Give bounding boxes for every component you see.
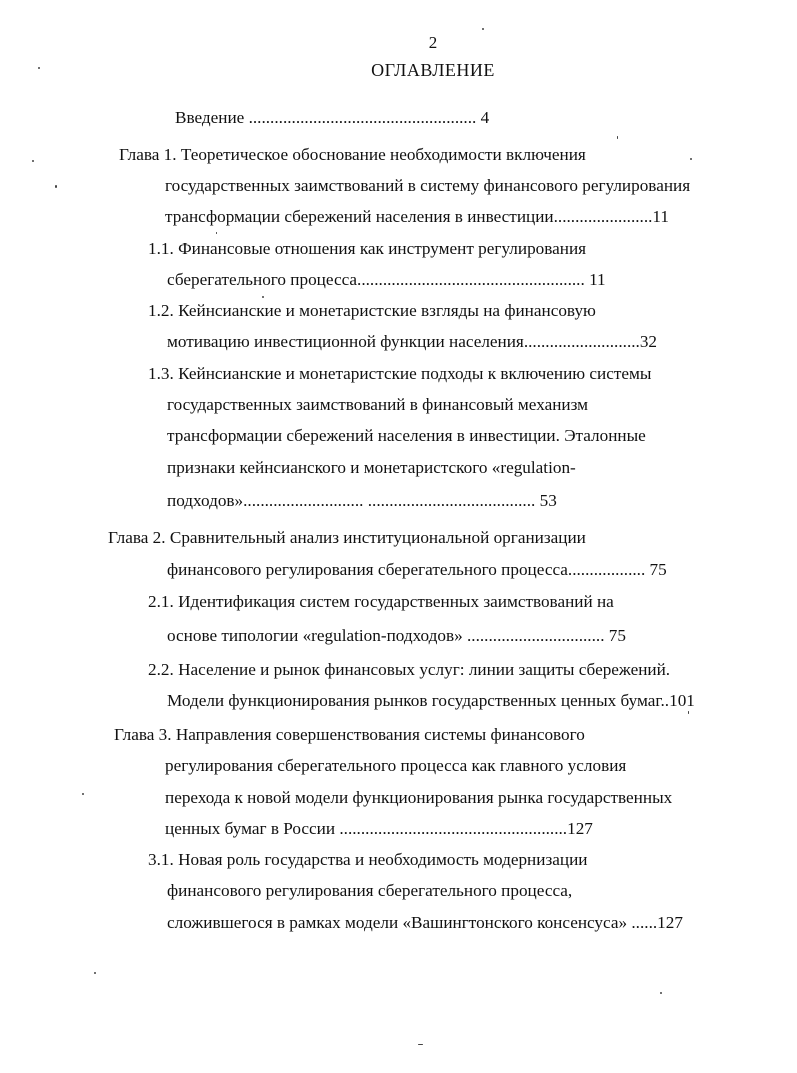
toc-line: перехода к новой модели функционирования рынка государственных: [165, 788, 673, 807]
toc-line: регулирования сберегательного процесса как главного условия: [165, 756, 627, 775]
toc-line: Введение ..................................................... 4: [175, 108, 490, 127]
toc-line: 3.1. Новая роль государства и необходимость модернизации: [148, 850, 588, 869]
scan-speck: [55, 185, 57, 188]
toc-line: Глава 1. Теоретическое обоснование необходимости включения: [119, 145, 586, 164]
scan-speck: [617, 136, 618, 139]
scan-speck: [94, 972, 96, 974]
scan-speck: [690, 158, 692, 160]
toc-line: Глава 2. Сравнительный анализ институциональной организации: [108, 528, 586, 547]
toc-line: 1.3. Кейнсианские и монетаристские подходы к включению системы: [148, 364, 652, 383]
toc-line: признаки кейнсианского и монетаристского «regulation-: [167, 458, 576, 477]
scan-speck: [482, 28, 484, 30]
toc-line: 1.1. Финансовые отношения как инструмент регулирования: [148, 239, 587, 258]
page-title: ОГЛАВЛЕНИЕ: [371, 60, 495, 80]
toc-line: финансового регулирования сберегательного процесса.................. 75: [167, 560, 667, 579]
scan-speck: [418, 1044, 423, 1045]
scan-speck: [38, 67, 40, 69]
toc-line: 2.2. Население и рынок финансовых услуг: линии защиты сбережений.: [148, 660, 671, 679]
scan-speck: [262, 296, 264, 298]
toc-line: 1.2. Кейнсианские и монетаристские взгляды на финансовую: [148, 301, 596, 320]
toc-line: Глава 3. Направления совершенствования системы финансового: [114, 725, 585, 744]
toc-line: ценных бумаг в России .....................................................127: [165, 819, 593, 838]
toc-line: трансформации сбережений населения в инвестиции.......................11: [165, 207, 669, 226]
scan-speck: [82, 793, 84, 795]
scan-speck: [688, 711, 689, 714]
toc-line: государственных заимствований в финансовый механизм: [167, 395, 589, 414]
toc-line: государственных заимствований в систему финансового регулирования: [165, 176, 691, 195]
toc-line: подходов»............................ ....................................... 53: [167, 491, 557, 510]
scan-speck: [32, 160, 34, 162]
page-number: 2: [428, 33, 438, 52]
toc-line: мотивацию инвестиционной функции населения...........................32: [167, 332, 658, 351]
toc-line: 2.1. Идентификация систем государственных заимствований на: [148, 592, 614, 611]
toc-line: сложившегося в рамках модели «Вашингтонского консенсуса» ......127: [167, 913, 683, 932]
toc-line: сберегательного процесса..................................................... 11: [167, 270, 606, 289]
scan-speck: [216, 232, 217, 234]
toc-line: основе типологии «regulation-подходов» ................................ 75: [167, 626, 626, 645]
toc-line: финансового регулирования сберегательного процесса,: [167, 881, 573, 900]
toc-line: Модели функционирования рынков государственных ценных бумаг..101: [167, 691, 695, 710]
toc-line: трансформации сбережений населения в инвестиции. Эталонные: [167, 426, 646, 445]
scan-speck: [660, 992, 662, 994]
